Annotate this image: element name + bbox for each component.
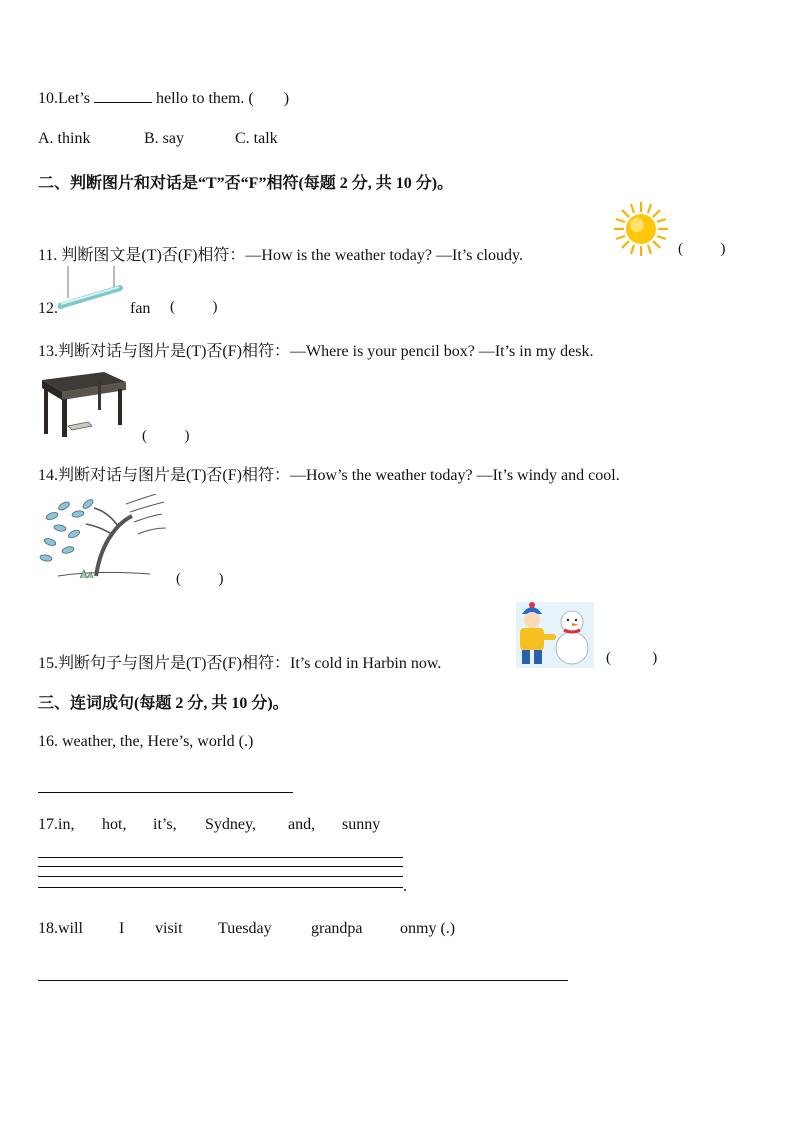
- windy-tree-icon: [38, 494, 168, 584]
- q17-period: .: [403, 878, 407, 895]
- q17-answer-line-3[interactable]: [38, 876, 403, 877]
- q16-text: 16. weather, the, Here’s, world (.): [38, 733, 254, 750]
- q14-text: 14.判断对话与图片是(T)否(F)相符：—How’s the weather today? —It’s windy and cool.: [38, 467, 620, 484]
- q18-word-5: onmy (.): [400, 920, 456, 937]
- q15-answer-paren[interactable]: ( ): [606, 650, 658, 666]
- q17-word-5: sunny: [342, 816, 381, 833]
- q18-word-1: I: [119, 920, 125, 937]
- q10-option-a[interactable]: A. think: [38, 130, 91, 147]
- q17-word-1: hot,: [102, 816, 127, 833]
- desk-icon: [38, 368, 130, 440]
- q17-word-4: and,: [288, 816, 316, 833]
- q12-answer-paren[interactable]: ( ): [170, 299, 218, 315]
- snowman-child-icon: [516, 602, 594, 668]
- q12-word: fan: [130, 300, 151, 317]
- q17-word-3: Sydney,: [205, 816, 256, 833]
- q13-text: 13.判断对话与图片是(T)否(F)相符：—Where is your pencil box? —It’s in my desk.: [38, 343, 594, 360]
- q18-answer-line[interactable]: [38, 980, 568, 981]
- q17-answer-line-2[interactable]: [38, 866, 403, 867]
- q17-word-2: it’s,: [153, 816, 177, 833]
- q10-blank[interactable]: [94, 88, 152, 103]
- q12-number: 12.: [38, 300, 58, 317]
- q17-answer-line-1[interactable]: [38, 857, 403, 858]
- q11-text: 11. 判断图文是(T)否(F)相符：—How is the weather today? —It’s cloudy.: [38, 247, 523, 264]
- q18-word-4: grandpa: [311, 920, 363, 937]
- q14-answer-paren[interactable]: ( ): [176, 571, 224, 587]
- q10-line: [38, 88, 289, 108]
- q17-number: 17.in,: [38, 816, 75, 833]
- q15-text: 15.判断句子与图片是(T)否(F)相符：It’s cold in Harbin now.: [38, 655, 442, 672]
- q18-number: 18.will: [38, 920, 83, 937]
- fluorescent-lamp-icon: [58, 266, 124, 312]
- section2-heading: 二、判断图片和对话是“T”否“F”相符(每题 2 分, 共 10 分)。: [38, 175, 454, 192]
- q13-answer-paren[interactable]: ( ): [142, 428, 190, 444]
- q10-options: [38, 130, 90, 148]
- section3-heading: 三、连词成句(每题 2 分, 共 10 分)。: [38, 695, 289, 712]
- q10-suffix: hello to them. (: [156, 90, 254, 107]
- q18-word-3: Tuesday: [218, 920, 272, 937]
- q10-close-paren: ): [283, 90, 290, 107]
- q11-answer-paren[interactable]: ( ): [678, 241, 726, 257]
- q18-word-2: visit: [155, 920, 183, 937]
- q16-answer-line[interactable]: [38, 792, 293, 793]
- q10-option-c[interactable]: C. talk: [235, 130, 278, 147]
- q17-answer-line-4[interactable]: [38, 887, 403, 888]
- q10-prefix: 10.Let’s: [38, 90, 90, 107]
- sun-icon: [612, 200, 670, 258]
- q10-option-b[interactable]: B. say: [144, 130, 184, 147]
